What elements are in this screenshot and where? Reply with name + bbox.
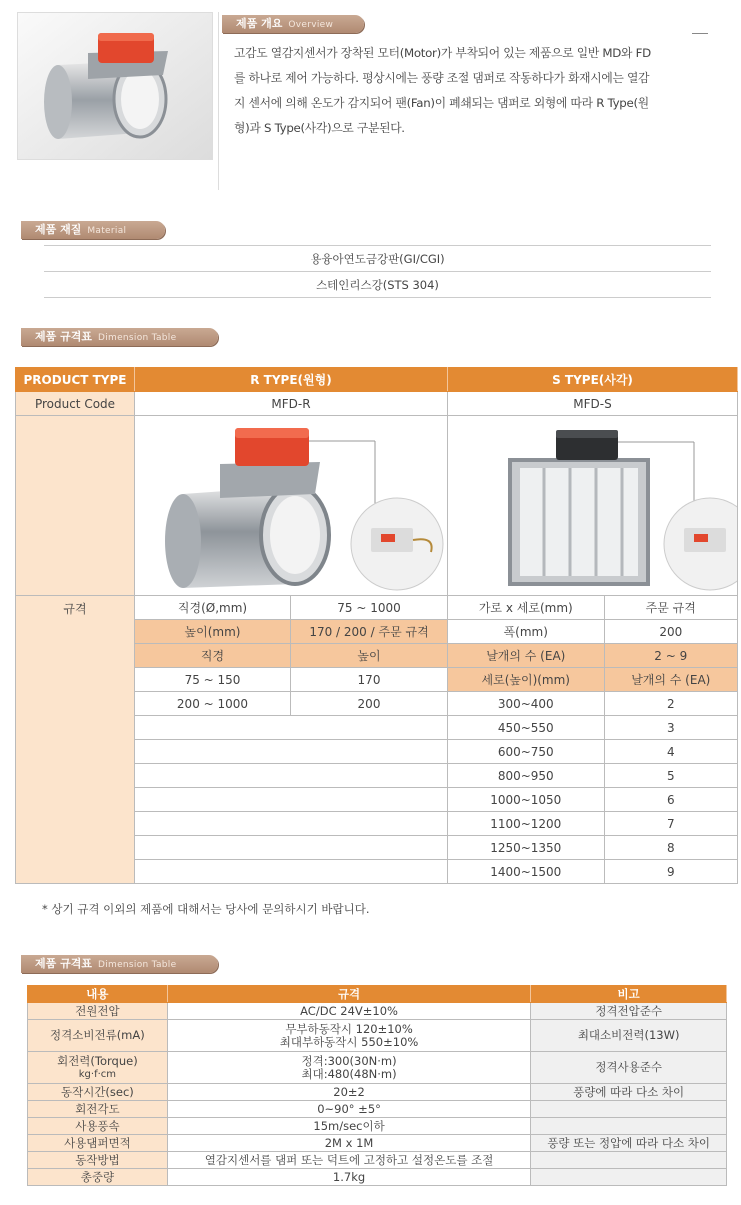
header-product-type: PRODUCT TYPE [16,368,135,392]
r-height-cell: 170 [291,668,448,692]
product-code-label: Product Code [16,392,135,416]
spec-remark [531,1101,727,1118]
s-width-value: 200 [604,620,737,644]
overview-line: 를 하나로 제어 가능하다. 평상시에는 풍량 조절 댐퍼로 작동하다가 화재시에는 열감 [234,71,650,85]
r-diameter-cell: 200 ~ 1000 [135,692,291,716]
table-row [28,1169,727,1186]
section-subtitle: Dimension Table [97,333,177,343]
r-height-label: 높이(mm) [135,620,291,644]
image-row-label [16,416,135,596]
section-title: 제품 재질 [35,223,82,236]
spec-value: 15m/sec이하 [167,1118,530,1135]
empty-cell [135,764,448,788]
spec-remark [531,1169,727,1186]
spec-label: 규격 [16,596,135,884]
r-col-height: 높이 [291,644,448,668]
spec-key: 사용댐퍼면적 [28,1135,168,1152]
spec-key-line: 회전력(Torque) [57,1053,138,1068]
spec-section-label [21,955,218,973]
material-item: 용융아연도금강판(GI/CGI) [44,246,711,272]
header-remarks: 비고 [531,986,727,1003]
spec-key [28,1052,168,1084]
material-section-label [21,221,165,239]
table-row [28,1020,727,1052]
s-blade-value: 2 ~ 9 [604,644,737,668]
spec-remark: 정격전압준수 [531,1003,727,1020]
spec-value [167,1020,530,1052]
spec-value-line: 무부하동작시 120±10% [285,1021,413,1036]
overview-section-label [222,15,364,33]
s-height-cell: 1400~1500 [448,860,605,884]
s-size-label: 가로 x 세로(mm) [448,596,605,620]
spec-value: 0~90° ±5° [167,1101,530,1118]
table-row [28,1152,727,1169]
spec-table [27,985,727,1186]
s-type-image-cell [448,416,738,596]
table-header-row [16,368,738,392]
section-title: 제품 규격표 [35,957,92,970]
table-row [16,596,738,620]
s-height-cell: 300~400 [448,692,605,716]
s-blade-label: 날개의 수 (EA) [448,644,605,668]
dimension-section-label [21,328,218,346]
empty-cell [135,812,448,836]
r-diameter-label: 직경(Ø,mm) [135,596,291,620]
section-subtitle: Overview [288,20,334,30]
empty-cell [135,860,448,884]
spec-remark [531,1118,727,1135]
table-row [16,416,738,596]
spec-key: 동작방법 [28,1152,168,1169]
s-height-cell: 600~750 [448,740,605,764]
s-size-value: 주문 규격 [604,596,737,620]
header-r-type: R TYPE(원형) [135,368,448,392]
table-row [28,1003,727,1020]
s-blades-cell: 4 [604,740,737,764]
spec-key: 회전각도 [28,1101,168,1118]
r-height-cell: 200 [291,692,448,716]
spec-key: 사용풍속 [28,1118,168,1135]
spec-value: 1.7kg [167,1169,530,1186]
r-diameter-cell: 75 ~ 150 [135,668,291,692]
spec-key: 전원전압 [28,1003,168,1020]
section-subtitle: Dimension Table [97,960,177,970]
table-header-row [28,986,727,1003]
section-subtitle: Material [87,226,127,236]
empty-cell [135,836,448,860]
s-col-height: 세로(높이)(mm) [448,668,605,692]
s-type-damper-image [448,416,737,592]
spec-key: 총중량 [28,1169,168,1186]
s-height-cell: 1250~1350 [448,836,605,860]
s-col-blades: 날개의 수 (EA) [604,668,737,692]
empty-cell [135,788,448,812]
spec-remark: 풍량 또는 정압에 따라 다소 차이 [531,1135,727,1152]
product-code-s: MFD-S [448,392,738,416]
spec-remark: 정격사용준수 [531,1052,727,1084]
decorative-dash [692,33,708,34]
spec-value: 열감지센서를 댐퍼 또는 덕트에 고정하고 설정온도를 조절 [167,1152,530,1169]
s-blades-cell: 6 [604,788,737,812]
empty-cell [135,716,448,740]
spec-remark: 풍량에 따라 다소 차이 [531,1084,727,1101]
s-blades-cell: 9 [604,860,737,884]
overview-description [234,41,694,141]
overview-divider [218,12,219,190]
s-blades-cell: 8 [604,836,737,860]
s-blades-cell: 2 [604,692,737,716]
spec-remark [531,1152,727,1169]
s-blades-cell: 3 [604,716,737,740]
header-spec: 규격 [167,986,530,1003]
round-damper-image [18,13,213,160]
s-height-cell: 450~550 [448,716,605,740]
table-row [16,392,738,416]
s-height-cell: 1000~1050 [448,788,605,812]
s-blades-cell: 5 [604,764,737,788]
material-item: 스테인리스강(STS 304) [44,272,711,298]
footnote: * 상기 규격 이외의 제품에 대해서는 당사에 문의하시기 바랍니다. [42,902,370,916]
r-type-image-cell [135,416,448,596]
overview-line: 고감도 열감지센서가 장착된 모터(Motor)가 부착되어 있는 제품으로 일반 MD와 FD [234,46,651,60]
spec-key-unit: kg·f·cm [78,1068,117,1080]
table-row [28,1084,727,1101]
spec-value: 20±2 [167,1084,530,1101]
spec-value-line: 최대부하동작시 550±10% [279,1034,419,1049]
spec-value [167,1052,530,1084]
product-code-r: MFD-R [135,392,448,416]
spec-value-line: 최대:480(48N·m) [301,1066,397,1081]
s-width-label: 폭(mm) [448,620,605,644]
table-row [28,1118,727,1135]
section-title: 제품 규격표 [35,330,92,343]
s-height-cell: 800~950 [448,764,605,788]
table-row [28,1135,727,1152]
dimension-table [15,367,738,884]
spec-value: AC/DC 24V±10% [167,1003,530,1020]
r-col-diameter: 직경 [135,644,291,668]
empty-cell [135,740,448,764]
spec-key: 정격소비전류(mA) [28,1020,168,1052]
s-height-cell: 1100~1200 [448,812,605,836]
section-title: 제품 개요 [236,17,283,30]
spec-key: 동작시간(sec) [28,1084,168,1101]
table-row [28,1101,727,1118]
r-type-damper-image [135,416,447,592]
spec-remark: 최대소비전력(13W) [531,1020,727,1052]
r-height-value: 170 / 200 / 주문 규격 [291,620,448,644]
spec-value-line: 정격:300(30N·m) [301,1053,397,1068]
product-photo [17,12,213,160]
spec-value: 2M x 1M [167,1135,530,1152]
overview-line: 형)과 S Type(사각)으로 구분된다. [234,121,405,135]
r-diameter-value: 75 ~ 1000 [291,596,448,620]
header-content: 내용 [28,986,168,1003]
overview-line: 지 센서에 의해 온도가 감지되어 팬(Fan)이 폐쇄되는 댐퍼로 외형에 따라 R Type(원 [234,96,649,110]
s-blades-cell: 7 [604,812,737,836]
header-s-type: S TYPE(사각) [448,368,738,392]
table-row [28,1052,727,1084]
